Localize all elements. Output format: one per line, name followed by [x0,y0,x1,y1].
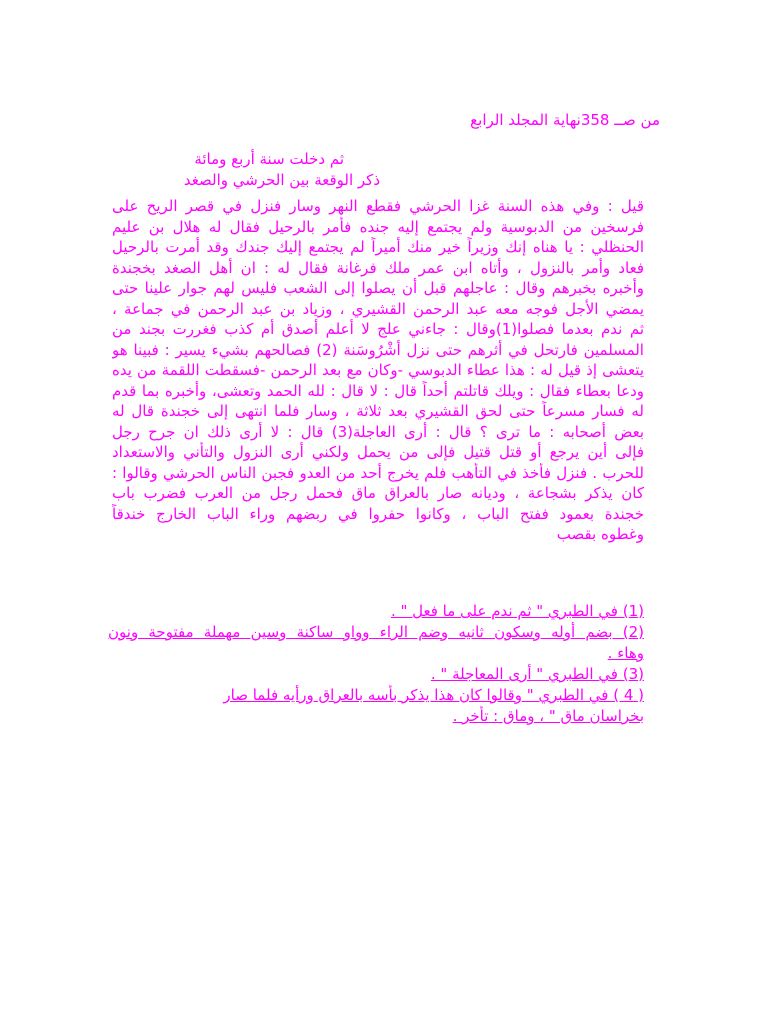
body-line: الحنظلي : يا هناه إنك وزيراً خير منك أميراً لم يجتمع إليك جندك وقد أمرت بالرحيل [112,238,644,256]
body-line: كان يذكر بشجاعة ، وديانه صار بالعراق ماق فحمل رجل من العرب فضرب باب [112,484,644,502]
footnote-4-text: ( 4 ) في الطبري " وقالوا كان هذا يذكر بأسه بالعراق ورأيه فلما صار [223,686,644,704]
body-line: بعض أصحابه : ما ترى ؟ قال : أرى العاجلة(3) قال : لا أرى ذلك ان جرح رجل [112,422,644,441]
body-line: ودعا بعطاء فقال : ويلك قاتلتم أحداً قال : لا قال : لله الحمد وتعشى، وأخبره بما قدم [112,381,644,400]
footnote-1 [108,601,644,622]
section-subtitle: ذكر الوقعة بين الحرشي والصغد [183,171,380,189]
footnote-2-continued [108,643,644,664]
footnote-1-text: (1) في الطبري " ثم ندم على ما فعل " . [390,602,644,620]
body-line: ثم ندم بعدما فصلوا(1)وقال : جاءني علج لا أعلم أصدق أم كذب فغررت بجند من [112,320,644,338]
body-line: يتعشى إذ قيل له : هذا عطاء الدبوسي -وكان مع بعد الرحمن -فسقطت اللقمة من يده [112,361,644,379]
body-line: وغطوه بقصب [556,525,644,543]
footnote-2-text: (2) بضم أوله وسكون ثانيه وضم الراء وواو ساكنة وسين مهملة مفتوحة ونون [108,623,644,641]
page-header: من صــ 358نهاية المجلد الرابع [470,111,660,129]
body-line: فرسخين من الدبوسية ولم يجتمع إليه جنده فأمر بالرحيل فقال له هلال بن عليم [112,217,644,236]
body-line: فإلى أين يرجع أو قتل قتيل فإلى من يحمل ولكني أرى النزول والتأني والاستعداد [112,443,644,461]
body-line: له فسار مسرعاً حتى لحق القشيري بعد ثلاثة ، وسار فلما انتهى إلى خجندة قال له [112,402,644,420]
body-text [112,196,644,545]
footnote-4-continued [108,706,644,727]
body-line: قيل : وفي هذه السنة غزا الحرشي فقطع النهر وسار فنزل في قصر الريح على [112,197,644,215]
body-line: يمضي الأجل فوجه معه عبد الرحمن القشيري ، وزياد بن عبد الرحمن في جماعة ، [112,299,644,318]
body-line: فعاد وأمر بالنزول ، وأتاه ابن عمر ملك فرغانة فقال له : ان أهل الصغد بخجندة [112,258,644,277]
footnote-4-continued-text: بخراسان ماق " ، وماق : تأخر . [452,707,644,725]
footnote-3-text: (3) في الطبري " أرى المعاجلة " . [430,665,644,683]
footnote-4 [108,685,644,706]
body-line: للحرب . فنزل فأخذ في التأهب فلم يخرج أحد من العدو فجبن الناس الحرشي وقالوا : [112,463,644,482]
footnote-2 [108,622,644,643]
chapter-title: ثم دخلت سنة أربع ومائة [194,150,344,168]
body-line: المسلمين فارتحل في أثرهم حتى نزل أشْرُوسَنة (2) فصالحهم بشيء يسير : فبينا هو [112,340,644,359]
body-line: وأخبره بخبرهم وقال : عاجلهم قبل أن يصلوا إلى الشعب فليس لهم جوار علينا حتى [112,279,644,297]
footnote-3 [108,664,644,685]
footnotes [108,601,644,727]
body-line: خجندة بعمود ففتح الباب ، وكانوا حفروا في ربضهم وراء الباب الخارج خندقاً [112,504,644,523]
footnote-2-continued-text: وهاء . [607,644,644,662]
